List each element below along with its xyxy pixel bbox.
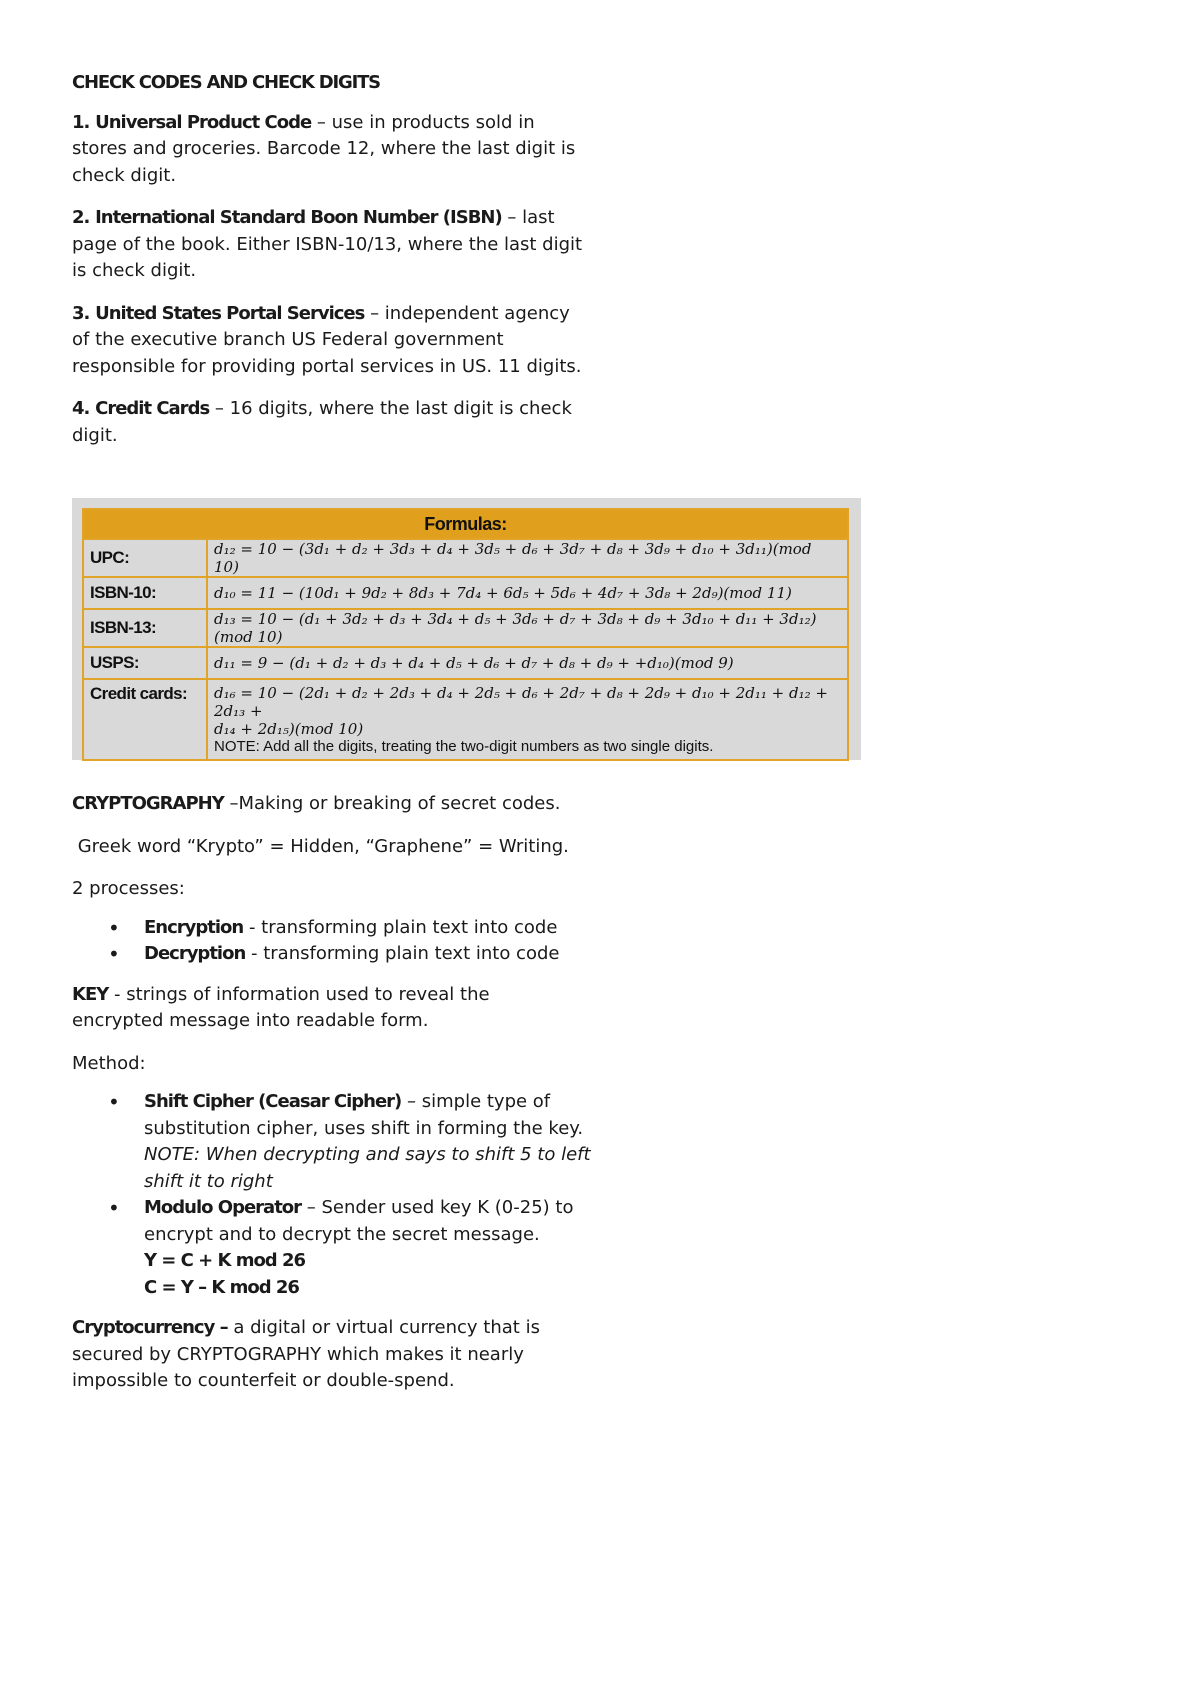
cryptocurrency-term: Cryptocurrency – xyxy=(72,1317,228,1338)
key-term: KEY xyxy=(72,983,109,1005)
item-number: 3. xyxy=(72,302,90,324)
formula-row-usps xyxy=(83,647,848,679)
cryptocurrency-desc: a digital or virtual currency that is secured by CRYPTOGRAPHY which makes it nearly impossible to counterfeit or double-spend. xyxy=(72,1317,540,1391)
formula-text: d₁₃ = 10 − (d₁ + 3d₂ + d₃ + 3d₄ + d₅ + 3d₆ + d₇ + 3d₈ + d₉ + 3d₁₀ + d₁₁ + 3d₁₂)(mod 10) xyxy=(207,609,848,647)
item-number: 4. xyxy=(72,398,90,419)
key-definition xyxy=(72,982,512,1035)
modulo-term: Modulo Operator xyxy=(144,1197,302,1218)
list-item xyxy=(144,915,632,942)
list-item xyxy=(144,1195,634,1301)
cryptography-def: –Making or breaking of secret codes. xyxy=(223,793,561,814)
formula-label: UPC: xyxy=(83,539,207,577)
item-number: 1. xyxy=(72,111,90,133)
item-credit-cards xyxy=(72,396,592,449)
item-desc: – independent agency of the executive branch US Federal government responsible for providing portal services in US. 11 digits. xyxy=(72,302,582,377)
formulas-image xyxy=(72,498,861,760)
item-term: Credit Cards xyxy=(95,398,210,419)
formulas-header: Formulas: xyxy=(83,509,848,539)
formula-label: Credit cards: xyxy=(83,679,207,760)
formula-text-line1: d₁₆ = 10 − (2d₁ + d₂ + 2d₃ + d₄ + 2d₅ + d₆ + 2d₇ + d₈ + 2d₉ + d₁₀ + 2d₁₁ + d₁₂ + 2d₁₃ + xyxy=(214,684,828,720)
formula-label: USPS: xyxy=(83,647,207,679)
item-desc: – use in products sold in stores and groceries. Barcode 12, where the last digit is check digit. xyxy=(72,111,576,186)
cryptography-section xyxy=(72,791,632,1411)
processes-label: 2 processes: xyxy=(72,878,185,899)
cryptography-term: CRYPTOGRAPHY xyxy=(72,793,224,814)
item-term: United States Portal Services xyxy=(95,302,365,324)
formula-label: ISBN-13: xyxy=(83,609,207,647)
item-number: 2. xyxy=(72,207,90,228)
modulo-desc: – Sender used key K (0-25) to encrypt and to decrypt the secret message. xyxy=(144,1197,574,1245)
process-desc: - transforming plain text into code xyxy=(243,916,558,938)
equation-decrypt: C = Y – K mod 26 xyxy=(144,1276,299,1298)
list-item xyxy=(144,1089,634,1195)
item-term: International Standard Boon Number (ISBN) xyxy=(95,207,502,228)
cryptography-definition xyxy=(72,791,632,818)
formulas-table xyxy=(82,508,849,761)
greek-origin: Greek word “Krypto” = Hidden, “Graphene” = Writing. xyxy=(72,835,569,857)
formula-row-upc xyxy=(83,539,848,577)
formula-credit-cell xyxy=(207,679,848,760)
item-isbn xyxy=(72,205,592,285)
formula-text: d₁₂ = 10 − (3d₁ + d₂ + 3d₃ + d₄ + 3d₅ + d₆ + 3d₇ + d₈ + 3d₉ + d₁₀ + 3d₁₁)(mod 10) xyxy=(207,539,848,577)
process-desc: - transforming plain text into code xyxy=(245,943,560,964)
shift-cipher-desc: – simple type of substitution cipher, uses shift in forming the key. xyxy=(144,1091,584,1139)
formula-note: NOTE: Add all the digits, treating the two-digit numbers as two single digits. xyxy=(214,738,714,755)
formula-row-isbn10 xyxy=(83,577,848,609)
formula-text: d₁₁ = 9 − (d₁ + d₂ + d₃ + d₄ + d₅ + d₆ + d₇ + d₈ + d₉ + +d₁₀)(mod 9) xyxy=(207,647,848,679)
shift-cipher-note: NOTE: When decrypting and says to shift 5 to left shift it to right xyxy=(144,1144,591,1192)
item-usps xyxy=(72,301,592,381)
item-term: Universal Product Code xyxy=(95,111,312,133)
cryptocurrency-definition xyxy=(72,1315,552,1395)
process-term: Encryption xyxy=(144,916,244,938)
processes-list xyxy=(72,915,632,968)
item-desc: – last page of the book. Either ISBN-10/13, where the last digit is check digit. xyxy=(72,207,583,281)
check-codes-section xyxy=(72,70,592,465)
formula-text: d₁₀ = 11 − (10d₁ + 9d₂ + 8d₃ + 7d₄ + 6d₅ + 5d₆ + 4d₇ + 3d₈ + 2d₉)(mod 11) xyxy=(207,577,848,609)
method-label: Method: xyxy=(72,1052,146,1074)
page-title: CHECK CODES AND CHECK DIGITS xyxy=(72,72,380,93)
methods-list xyxy=(72,1089,634,1301)
formula-text-line2: d₁₄ + 2d₁₅)(mod 10) xyxy=(214,720,364,738)
formula-row-credit-cards xyxy=(83,679,848,760)
list-item xyxy=(144,941,632,968)
formula-label: ISBN-10: xyxy=(83,577,207,609)
item-desc: – 16 digits, where the last digit is check digit. xyxy=(72,398,572,446)
item-upc xyxy=(72,110,592,190)
shift-cipher-term: Shift Cipher (Ceasar Cipher) xyxy=(144,1091,402,1112)
formula-row-isbn13 xyxy=(83,609,848,647)
key-def: - strings of information used to reveal the encrypted message into readable form. xyxy=(72,983,490,1031)
equation-encrypt: Y = C + K mod 26 xyxy=(144,1250,306,1271)
process-term: Decryption xyxy=(144,943,246,964)
